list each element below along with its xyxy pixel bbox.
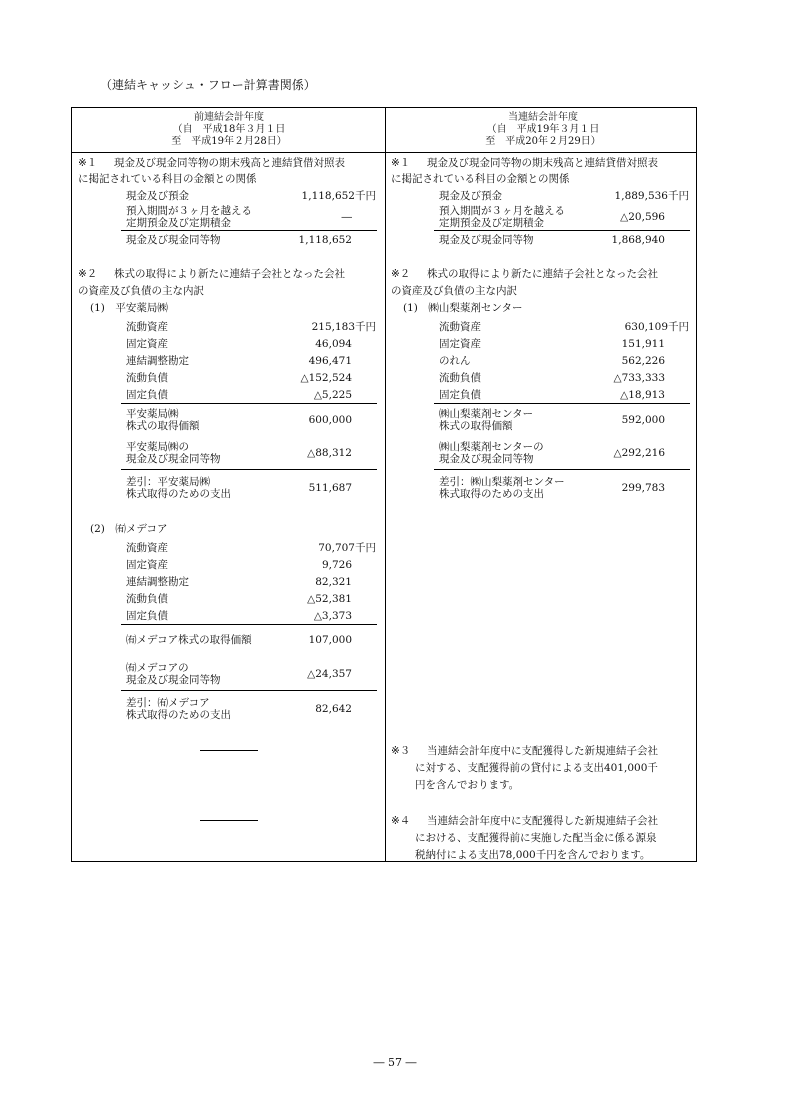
- left-b-net-line: [121, 690, 377, 691]
- left-b-row-label: 流動負債: [126, 593, 168, 605]
- left-a-price-value: 600,000: [308, 414, 352, 426]
- left-b-net-label2: 株式取得のための支出: [126, 709, 231, 721]
- note2-line2-right: の資産及び負債の主な内訳: [391, 285, 517, 297]
- left-b-price-label: ㈲メデコア株式の取得価額: [126, 634, 252, 646]
- right-net-value: 299,783: [621, 482, 665, 494]
- note2-right-title: (1) ㈱山梨薬剤センター: [403, 302, 523, 314]
- left-b-cash-value: △24,357: [307, 668, 352, 680]
- note1-deposit-label1-right: 預入期間が３ヶ月を越える: [439, 205, 565, 217]
- left-a-net-line: [121, 469, 377, 470]
- left-a-price-label2: 株式の取得価額: [126, 420, 200, 432]
- left-a-row-value: 496,471: [308, 355, 352, 367]
- left-a-net-label2: 株式取得のための支出: [126, 488, 231, 500]
- header-divider: [71, 152, 697, 153]
- left-b-sum-line: [121, 624, 377, 625]
- right-cash-label1: ㈱山梨薬剤センターの: [439, 441, 544, 453]
- empty-note3-dash: [200, 750, 258, 751]
- note1-deposit-value-left: ―: [341, 211, 352, 223]
- left-b-row-label: 流動資産: [126, 542, 168, 554]
- note1-total-value-left: 1,118,652: [298, 234, 352, 246]
- section-caption: （連結キャッシュ・フロー計算書関係）: [100, 78, 316, 92]
- left-a-row-label: 連結調整勘定: [126, 355, 189, 367]
- right-sum-line: [434, 403, 690, 404]
- left-a-sum-line: [121, 403, 377, 404]
- left-b-net-value: 82,642: [315, 703, 352, 715]
- note1-mark-left: ※１: [78, 157, 98, 169]
- right-row-label: のれん: [439, 355, 471, 367]
- left-a-row-label: 固定負債: [126, 389, 168, 401]
- left-b-price-value: 107,000: [308, 634, 352, 646]
- left-b-row-label: 固定負債: [126, 610, 168, 622]
- note2-mark-right: ※２: [391, 268, 411, 280]
- right-row-value: 562,226: [621, 355, 665, 367]
- left-b-row-value: 70,707千円: [318, 542, 376, 554]
- note3-line2: に対する、支配獲得前の貸付による支出401,000千: [415, 762, 658, 774]
- right-row-value: 630,109千円: [624, 321, 689, 333]
- note4-mark: ※４: [391, 815, 411, 827]
- note1-total-value-right: 1,868,940: [611, 234, 665, 246]
- page-number: ― 57 ―: [373, 1056, 417, 1069]
- right-row-value: △733,333: [613, 372, 665, 384]
- right-row-label: 固定資産: [439, 338, 481, 350]
- note1-deposit-value-right: △20,596: [620, 211, 665, 223]
- right-cash-label2: 現金及び現金同等物: [439, 453, 534, 465]
- left-a-cash-label2: 現金及び現金同等物: [126, 453, 221, 465]
- note1-cash-label-left: 現金及び預金: [126, 190, 189, 202]
- left-a-row-value: △152,524: [300, 372, 352, 384]
- note1-sum-line-left: [121, 230, 377, 231]
- right-price-label1: ㈱山梨薬剤センター: [439, 408, 534, 420]
- right-row-value: 151,911: [621, 338, 665, 350]
- left-b-row-label: 連結調整勘定: [126, 576, 189, 588]
- note2-line1-left: 株式の取得により新たに連結子会社となった会社: [114, 268, 345, 280]
- left-a-row-value: 215,183千円: [311, 321, 376, 333]
- header-previous-title: 前連結会計年度: [194, 112, 264, 123]
- left-a-price-label1: 平安薬局㈱: [126, 408, 179, 420]
- note1-cash-value-left: 1,118,652千円: [301, 190, 376, 202]
- left-a-cash-value: △88,312: [307, 447, 352, 459]
- left-a-cash-label1: 平安薬局㈱の: [126, 441, 189, 453]
- right-row-label: 流動負債: [439, 372, 481, 384]
- header-current-to: 至 平成20年２月29日）: [485, 136, 601, 147]
- note1-mark-right: ※１: [391, 157, 411, 169]
- note3-line3: 円を含んでおります。: [415, 779, 520, 791]
- left-a-row-value: 46,094: [315, 338, 352, 350]
- column-divider: [385, 107, 386, 862]
- note1-deposit-label2-right: 定期預金及び定期積金: [439, 217, 544, 229]
- right-row-label: 流動資産: [439, 321, 481, 333]
- header-previous-to: 至 平成19年２月28日）: [171, 136, 287, 147]
- left-b-row-value: 82,321: [315, 576, 352, 588]
- header-previous-from: （自 平成18年３月１日: [172, 124, 286, 135]
- left-a-net-label1: 差引：平安薬局㈱: [126, 476, 210, 488]
- left-b-cash-label1: ㈲メデコアの: [126, 662, 189, 674]
- note4-line1: 当連結会計年度中に支配獲得した新規連結子会社: [427, 815, 658, 827]
- right-row-label: 固定負債: [439, 389, 481, 401]
- header-current-title: 当連結会計年度: [508, 112, 578, 123]
- note2-mark-left: ※２: [78, 268, 98, 280]
- right-net-label2: 株式取得のための支出: [439, 488, 544, 500]
- right-net-label1: 差引：㈱山梨薬剤センター: [439, 476, 565, 488]
- left-b-row-value: △3,373: [313, 610, 352, 622]
- note3-line1: 当連結会計年度中に支配獲得した新規連結子会社: [427, 745, 658, 757]
- left-a-row-label: 流動資産: [126, 321, 168, 333]
- note1-deposit-label1-left: 預入期間が３ヶ月を越える: [126, 205, 252, 217]
- note1-deposit-label2-left: 定期預金及び定期積金: [126, 217, 231, 229]
- left-a-row-value: △5,225: [313, 389, 352, 401]
- note1-total-label-right: 現金及び現金同等物: [439, 234, 534, 246]
- left-b-row-value: △52,381: [307, 593, 352, 605]
- left-b-cash-label2: 現金及び現金同等物: [126, 674, 221, 686]
- header-current-year: [386, 112, 700, 148]
- left-a-row-label: 固定資産: [126, 338, 168, 350]
- note1-cash-label-right: 現金及び預金: [439, 190, 502, 202]
- header-current-from: （自 平成19年３月１日: [486, 124, 600, 135]
- left-b-net-label1: 差引：㈲メデコア: [126, 697, 210, 709]
- note3-mark: ※３: [391, 745, 411, 757]
- note1-line1-left: 現金及び現金同等物の期末残高と連結貸借対照表: [114, 157, 345, 169]
- header-previous-year: [72, 112, 386, 148]
- empty-note4-dash: [200, 820, 258, 821]
- left-a-net-value: 511,687: [308, 482, 352, 494]
- right-cash-value: △292,216: [613, 447, 665, 459]
- right-row-value: △18,913: [620, 389, 665, 401]
- note2-left-a-title: (1) 平安薬局㈱: [90, 302, 168, 314]
- note1-cash-value-right: 1,889,536千円: [614, 190, 689, 202]
- note1-line1-right: 現金及び現金同等物の期末残高と連結貸借対照表: [427, 157, 658, 169]
- note1-total-label-left: 現金及び現金同等物: [126, 234, 221, 246]
- right-price-label2: 株式の取得価額: [439, 420, 513, 432]
- note4-line2: における、支配獲得前に実施した配当金に係る源泉: [415, 832, 657, 844]
- left-b-row-label: 固定資産: [126, 559, 168, 571]
- note2-line1-right: 株式の取得により新たに連結子会社となった会社: [427, 268, 658, 280]
- note1-sum-line-right: [434, 230, 690, 231]
- note4-line3: 税納付による支出78,000千円を含んでおります。: [415, 849, 651, 861]
- note1-line2-left: に掲記されている科目の金額との関係: [78, 173, 257, 185]
- right-price-value: 592,000: [621, 414, 665, 426]
- left-a-row-label: 流動負債: [126, 372, 168, 384]
- left-b-row-value: 9,726: [321, 559, 352, 571]
- right-net-line: [434, 469, 690, 470]
- note2-left-b-title: (2) ㈲メデコア: [90, 523, 168, 535]
- note2-line2-left: の資産及び負債の主な内訳: [78, 285, 204, 297]
- note1-line2-right: に掲記されている科目の金額との関係: [391, 173, 570, 185]
